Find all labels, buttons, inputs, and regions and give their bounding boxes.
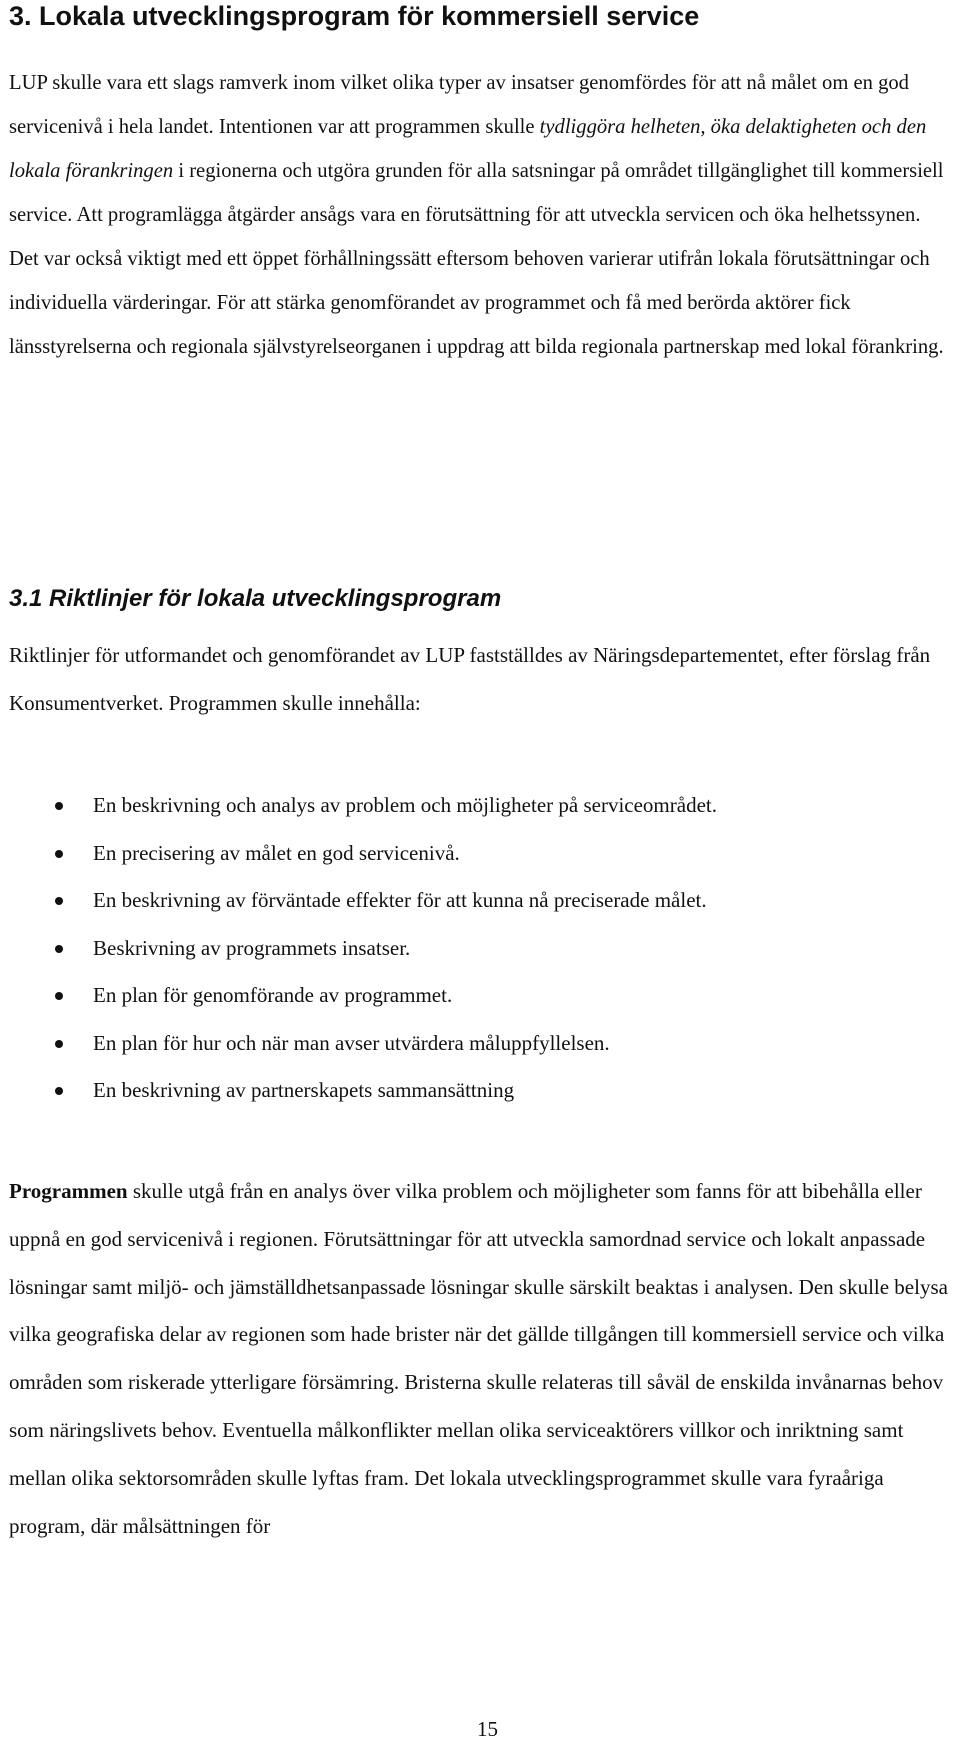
list-item-text: En precisering av målet en god servicenivå. [93,840,460,865]
list-item [9,925,955,973]
closing-paragraph [9,1168,955,1550]
bullet-icon [55,897,63,905]
page-number: 15 [477,1717,498,1741]
bullet-icon [55,1087,63,1095]
list-item [9,830,955,878]
paragraph-text-part1: LUP skulle vara ett slags ramverk inom vilket olika typer av insatser genomfördes för att nå målet om en god servicenivå i hela landet. Intentionen var att programmen skulle [9,72,909,138]
subsection-intro: Riktlinjer för utformandet och genomförandet av LUP fastställdes av Näringsdepartementet, efter förslag från Konsumentverket. Programmen skulle innehålla: [9,643,931,715]
list-item [9,877,955,925]
list-item [9,972,955,1020]
list-item [9,1020,955,1068]
list-item-text: En beskrivning av förväntade effekter för att kunna nå preciserade målet. [93,888,707,912]
paragraph-emphasis: tydliggöra helheten, öka delaktigheten och den lokala förankringen [9,116,927,182]
list-item [9,1067,955,1115]
list-item-text: En beskrivning och analys av problem och möjligheter på serviceområdet. [93,793,717,817]
section-paragraph [9,61,955,369]
list-item [9,782,955,830]
list-item-text: En beskrivning av partnerskapets sammansättning [93,1078,515,1102]
bullet-icon [55,945,63,953]
bullet-icon [55,850,63,858]
closing-bold-lead: Programmen [9,1179,128,1203]
list-item-text: Beskrivning av programmets insatser. [93,935,411,960]
closing-text: skulle utgå från en analys över vilka problem och möjligheter som fanns för att bibehålla eller uppnå en god servicenivå i regionen. Förutsättningar för att utveckla samordnad service och lokalt anpassade lösningar samt miljö- och jämställdhetsanpassade lösningar skulle särskilt beaktas i analysen. Den skulle belysa vilka geografiska delar av regionen som hade brister när det gällde tillgången till kommersiell service och vilka områden som riskerade ytterligare försämring. Bristerna skulle relateras till såväl de enskilda invånarnas behov som näringslivets behov. Eventuella målkonflikter mellan olika serviceaktörers villkor och inriktning samt mellan olika sektorsområden skulle lyftas fram. Det lokala utvecklingsprogrammet skulle vara fyraåriga program, där målsättningen för [9,1179,948,1538]
paragraph-text-part2: i regionerna och utgöra grunden för alla satsningar på området tillgänglighet till kommersiell service. Att programlägga åtgärder ansågs vara en förutsättning för att utveckla servicen och öka helhetssynen. Det var också viktigt med ett öppet förhållningssätt eftersom behoven varierar utifrån lokala förutsättningar och individuella värderingar. För att stärka genomförandet av programmet och få med berörda aktörer fick länsstyrelserna och regionala självstyrelseorganen i uppdrag att bilda regionala partnerskap med lokal förankring. [9,160,944,358]
bullet-icon [55,992,63,1000]
list-item-text: En plan för genomförande av programmet. [93,983,453,1007]
bullet-icon [55,802,63,810]
bullet-icon [55,1040,63,1048]
subsection-heading: 3.1 Riktlinjer för lokala utvecklingsprogram [9,585,502,612]
list-item-text: En plan för hur och när man avser utvärdera måluppfyllelsen. [93,1030,610,1055]
section-heading: 3. Lokala utvecklingsprogram för kommersiell service [9,1,700,31]
requirements-list [9,782,955,1115]
